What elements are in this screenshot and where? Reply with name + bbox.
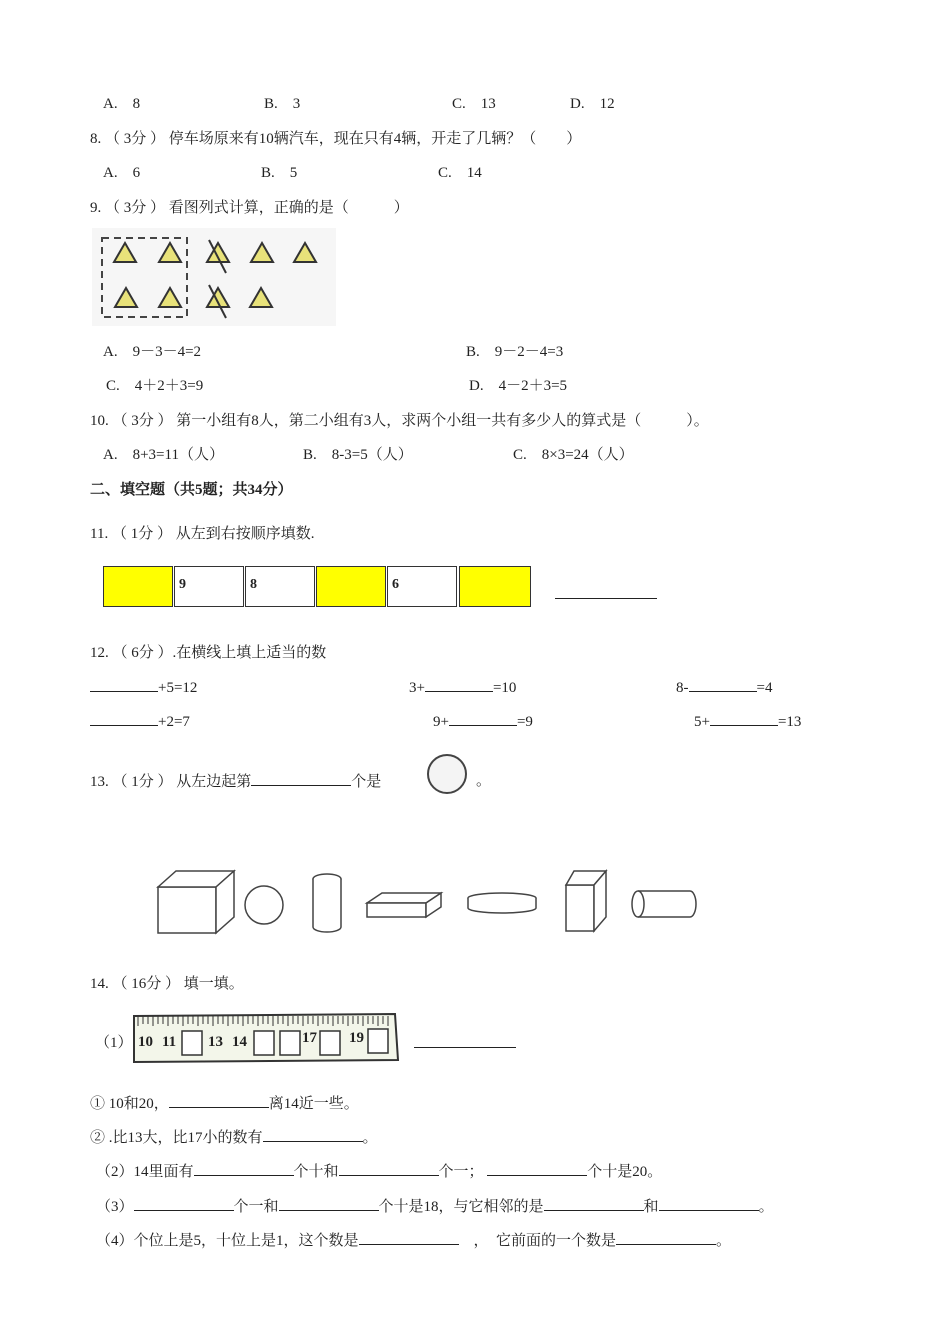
q9-option-a[interactable]: A. 9－3－4=2 [103, 344, 202, 360]
q14-part4 [96, 1230, 731, 1251]
q14-text: 离14近一些。 [268, 1096, 359, 1112]
q10-option-a[interactable]: A. 8+3=11（人） [103, 447, 224, 463]
q14-part2 [96, 1161, 662, 1182]
q12-item-5[interactable] [433, 711, 533, 732]
q14-text: 。 [362, 1130, 378, 1146]
answer-blank[interactable] [194, 1161, 294, 1176]
answer-blank[interactable] [339, 1161, 439, 1176]
q14-text: ② .比13大，比17小的数有 [90, 1130, 263, 1146]
sphere-icon [425, 753, 469, 795]
answer-blank[interactable] [263, 1127, 363, 1142]
number-cell-blank[interactable] [316, 566, 386, 607]
q12-item-1[interactable] [90, 677, 197, 698]
q7-option-a[interactable]: A. 8 [103, 96, 141, 112]
q13-end: 。 [476, 773, 492, 789]
q12-text: =4 [756, 680, 773, 696]
q12-text: +5=12 [158, 680, 198, 696]
q7-option-c[interactable]: C. 13 [452, 96, 496, 112]
q14-text: （3） [96, 1199, 134, 1215]
q12-item-4[interactable] [90, 711, 190, 732]
q13-blank[interactable] [251, 771, 351, 786]
q12-text: =9 [516, 714, 533, 730]
q8-option-b[interactable]: B. 5 [261, 165, 298, 181]
q12-text: 9+ [433, 714, 449, 730]
q14-text: 个一和 [233, 1199, 279, 1215]
q12-item-6[interactable] [694, 711, 801, 732]
ruler-label: 17 [302, 1030, 317, 1046]
q14-text: 和 [643, 1199, 659, 1215]
q14-sub1 [90, 1093, 359, 1114]
q12-item-3[interactable] [676, 677, 772, 698]
triangles-figure [92, 228, 336, 326]
q11-stem: 11. （ 1分 ） 从左到右按顺序填数. [90, 526, 315, 542]
q8-stem: 8. （ 3分 ） 停车场原来有10辆汽车，现在只有4辆，开走了几辆？（ ） [90, 131, 582, 147]
q14-part1-label: （1） [95, 1035, 133, 1051]
answer-blank[interactable] [359, 1230, 459, 1245]
q11-answer-blank[interactable] [555, 584, 657, 605]
q12-stem: 12. （ 6分 ）.在横线上填上适当的数 [90, 645, 327, 661]
q14-sub2 [90, 1127, 378, 1148]
q9-option-c[interactable]: C. 4＋2＋3=9 [106, 378, 204, 394]
q10-stem: 10. （ 3分 ） 第一小组有8人，第二小组有3人，求两个小组一共有多少人的算式是（ ）。 [90, 413, 709, 429]
q12-text: 8- [676, 680, 689, 696]
ruler-label: 11 [162, 1034, 177, 1050]
q13-text: 13. （ 1分 ） 从左边起第 [90, 774, 252, 790]
answer-blank[interactable] [279, 1196, 379, 1211]
q12-text: 3+ [409, 680, 425, 696]
answer-blank[interactable] [134, 1196, 234, 1211]
ruler-label: 19 [349, 1030, 364, 1046]
q13-stem [90, 771, 381, 792]
number-cell-blank[interactable] [459, 566, 531, 607]
q7-option-d[interactable]: D. 12 [570, 96, 615, 112]
q12-text: 5+ [694, 714, 710, 730]
ruler-figure [130, 1012, 400, 1066]
answer-blank[interactable] [659, 1196, 759, 1211]
number-cell: 9 [174, 566, 244, 607]
q14-part3 [96, 1196, 774, 1217]
q12-text: =13 [777, 714, 802, 730]
q14-text: ① 10和20， [90, 1096, 169, 1112]
q9-option-d[interactable]: D. 4－2＋3=5 [469, 378, 568, 394]
q14-stem: 14. （ 16分 ） 填一填。 [90, 976, 244, 992]
q14-text: 个一； [438, 1164, 484, 1180]
ruler-label: 14 [232, 1034, 247, 1050]
q14-text: （4）个位上是5，十位上是1，这个数是 [96, 1233, 359, 1249]
q14-text: 。 [716, 1233, 732, 1249]
section-title: 二、填空题（共5题；共34分） [90, 482, 293, 498]
number-cell: 6 [387, 566, 457, 607]
q12-item-2[interactable] [409, 677, 516, 698]
q14-part1-blank[interactable] [414, 1033, 516, 1054]
q9-stem: 9. （ 3分 ） 看图列式计算，正确的是（ ） [90, 200, 409, 216]
q14-text: 个十和 [293, 1164, 339, 1180]
number-cell: 8 [245, 566, 315, 607]
q10-option-b[interactable]: B. 8-3=5（人） [303, 447, 413, 463]
q7-option-b[interactable]: B. 3 [264, 96, 301, 112]
q14-text: 。 [758, 1199, 774, 1215]
ruler-label: 10 [138, 1034, 153, 1050]
answer-blank[interactable] [487, 1161, 587, 1176]
q12-text: =10 [492, 680, 517, 696]
answer-blank[interactable] [544, 1196, 644, 1211]
q14-text: 个十是20。 [587, 1164, 663, 1180]
answer-blank[interactable] [616, 1230, 716, 1245]
answer-blank[interactable] [169, 1093, 269, 1108]
q8-option-c[interactable]: C. 14 [438, 165, 482, 181]
number-cell-blank[interactable] [103, 566, 173, 607]
q8-option-a[interactable]: A. 6 [103, 165, 141, 181]
q9-option-b[interactable]: B. 9－2－4=3 [466, 344, 564, 360]
solid-shapes-figure [150, 865, 710, 940]
q10-option-c[interactable]: C. 8×3=24（人） [513, 447, 634, 463]
q12-text: +2=7 [158, 714, 190, 730]
q14-text: ， 它前面的一个数是 [473, 1233, 617, 1249]
q14-text: （2）14里面有 [96, 1164, 194, 1180]
ruler-label: 13 [208, 1034, 223, 1050]
q13-text: 个是 [351, 774, 382, 790]
q14-text: 个十是18，与它相邻的是 [378, 1199, 544, 1215]
